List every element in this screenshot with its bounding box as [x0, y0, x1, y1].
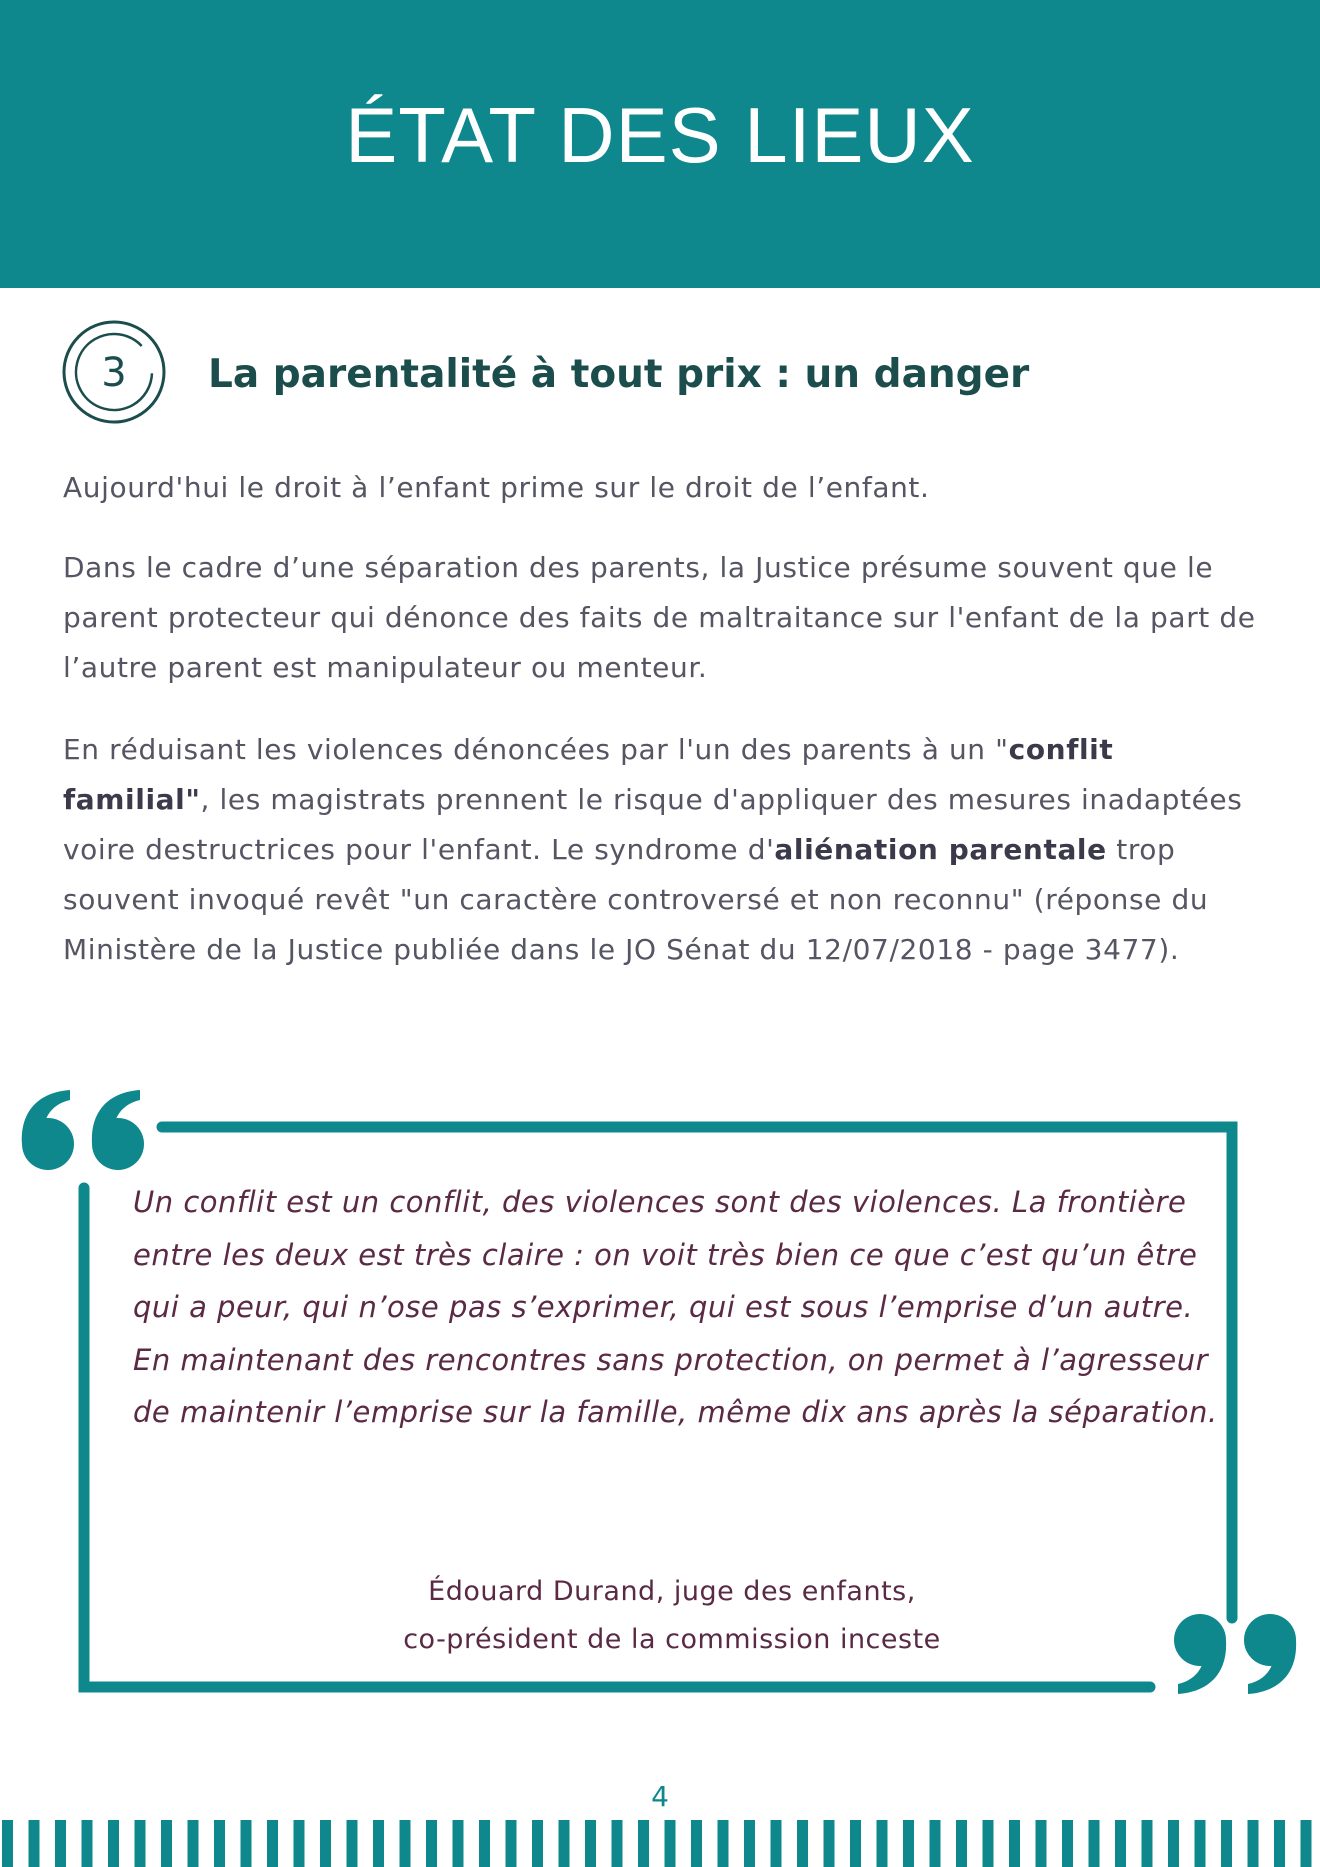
footer-stripe: [1142, 1820, 1153, 1867]
page-number: 4: [651, 1780, 669, 1813]
open-quote-icon: [22, 1090, 144, 1170]
footer-stripe: [797, 1820, 808, 1867]
footer-stripe: [506, 1820, 517, 1867]
footer-stripe: [744, 1820, 755, 1867]
footer-stripe: [29, 1820, 40, 1867]
footer-stripe: [956, 1820, 967, 1867]
section-number-badge-icon: [60, 318, 168, 426]
footer-stripe: [903, 1820, 914, 1867]
paragraph-3-text: , les magistrats prennent le risque d'appliquer des mesures inadaptées voire destructrices pour l'enfant. Le syndrome d': [63, 783, 1243, 866]
footer-stripe: [267, 1820, 278, 1867]
section-number: 3: [101, 350, 127, 396]
paragraph-3-text: En réduisant les violences dénoncées par l'un des parents à un ": [63, 733, 1009, 766]
footer-stripe: [1301, 1820, 1312, 1867]
footer-stripe: [1089, 1820, 1100, 1867]
footer-stripe: [665, 1820, 676, 1867]
footer-stripe: [453, 1820, 464, 1867]
footer-stripe: [559, 1820, 570, 1867]
footer-stripe: [1168, 1820, 1179, 1867]
footer-stripe: [82, 1820, 93, 1867]
footer-stripe: [1274, 1820, 1285, 1867]
footer-stripe-border: [0, 1820, 1320, 1867]
footer-stripe: [824, 1820, 835, 1867]
footer-stripe: [1062, 1820, 1073, 1867]
paragraph-1: Aujourd'hui le droit à l’enfant prime sur le droit de l’enfant.: [63, 471, 930, 504]
footer-stripe: [373, 1820, 384, 1867]
paragraph-2: Dans le cadre d’une séparation des parents, la Justice présume souvent que le parent protecteur qui dénonce des faits de maltraitance sur l'enfant de la part de l’autre parent est manipulateur ou menteur.: [63, 551, 1256, 684]
footer-stripe: [691, 1820, 702, 1867]
footer-stripe: [241, 1820, 252, 1867]
footer-stripe: [2, 1820, 13, 1867]
footer-stripe: [983, 1820, 994, 1867]
footer-stripe: [1248, 1820, 1259, 1867]
footer-stripe: [930, 1820, 941, 1867]
emphasis-conflit-familial: conflit familial": [63, 733, 1114, 816]
footer-stripe: [400, 1820, 411, 1867]
footer-stripe: [55, 1820, 66, 1867]
footer-stripe: [320, 1820, 331, 1867]
footer-stripe: [294, 1820, 305, 1867]
quote-line-2: En maintenant des rencontres sans protection, on permet à l’agresseur de maintenir l’emprise sur la famille, même dix ans après la séparation.: [133, 1342, 1218, 1429]
quote-text: [133, 1176, 1223, 1439]
footer-stripe: [1009, 1820, 1020, 1867]
footer-stripe: [108, 1820, 119, 1867]
footer-stripe: [135, 1820, 146, 1867]
paragraph-3-text: trop souvent invoqué revêt "un caractère controversé et non reconnu" (réponse du Ministère de la Justice publiée dans le JO Sénat du 12/07/2018 - page 3477).: [63, 833, 1209, 966]
footer-stripe: [347, 1820, 358, 1867]
footer-stripe: [1036, 1820, 1047, 1867]
footer-stripe: [585, 1820, 596, 1867]
close-quote-icon: [1174, 1614, 1296, 1694]
footer-stripe: [214, 1820, 225, 1867]
section-title: La parentalité à tout prix : un danger: [208, 352, 1030, 397]
footer-stripe: [188, 1820, 199, 1867]
footer-stripe: [638, 1820, 649, 1867]
footer-stripe: [850, 1820, 861, 1867]
quote-author-role: co-président de la commission inceste: [403, 1624, 941, 1655]
footer-stripe: [426, 1820, 437, 1867]
quote-attribution: [352, 1568, 992, 1664]
page-title: ÉTAT DES LIEUX: [345, 90, 975, 179]
footer-stripe: [877, 1820, 888, 1867]
page-header: [0, 0, 1320, 288]
paragraph-3: [63, 725, 1263, 975]
footer-stripe: [771, 1820, 782, 1867]
footer-stripe: [1195, 1820, 1206, 1867]
footer-stripe: [718, 1820, 729, 1867]
footer-stripe: [612, 1820, 623, 1867]
footer-stripe: [479, 1820, 490, 1867]
footer-stripe: [532, 1820, 543, 1867]
footer-stripe: [1115, 1820, 1126, 1867]
footer-stripe: [161, 1820, 172, 1867]
emphasis-alienation-parentale: aliénation parentale: [774, 833, 1107, 866]
footer-stripe: [1221, 1820, 1232, 1867]
quote-line-1: Un conflit est un conflit, des violences sont des violences. La frontière entre les deux est très claire : on voit très bien ce que c’est qu’un être qui a peur, qui n’ose pas s’exprimer, qui est sous l’emprise d’un autre.: [133, 1185, 1198, 1324]
quote-author: Édouard Durand, juge des enfants,: [428, 1576, 916, 1607]
